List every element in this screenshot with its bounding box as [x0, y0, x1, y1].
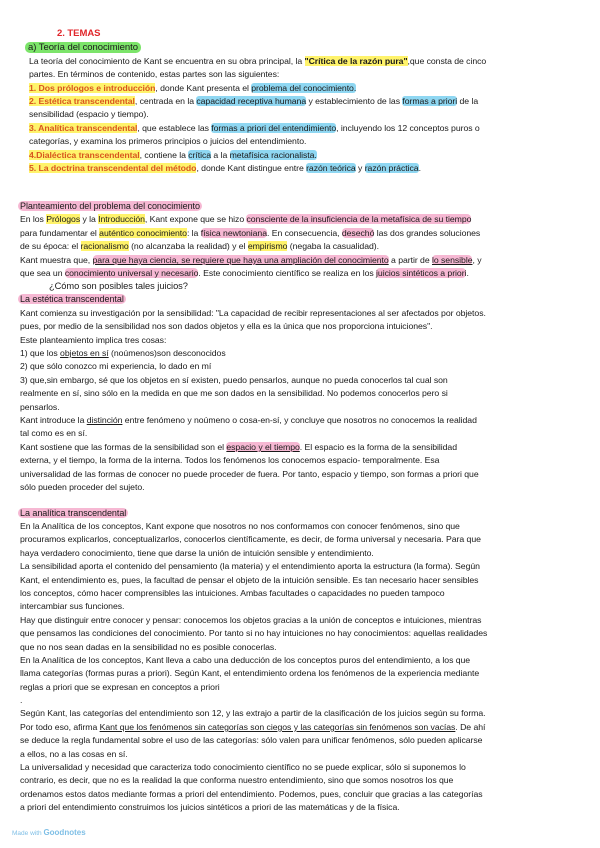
est-line-3: Este planteamiento implica tres cosas: [20, 335, 167, 345]
intro-line-1: La teoría del conocimiento de Kant se encuentra en su obra principal, la "Crítica de la razón pura",que consta de cinco [29, 56, 487, 66]
part-3-cont: categorías, y examina los primeros principios o juicios del entendimiento. [29, 136, 307, 146]
est-line-9: Kant introduce la distinción entre fenómeno y noúmeno o cosa-en-sí, y concluye que nosotros no conocemos la realidad [20, 415, 477, 425]
ana-line-17: se deduce la regla fundamental sobre el uso de las categorías: sólo valen para unificar fenómenos, sólo pueden aplicarse [20, 735, 483, 745]
ana-line-21: ordenamos estos datos mediante formas a priori del entendimiento. Podemos, pues, concluir que gracias a las categorías [20, 789, 483, 799]
heading-estetica: La estética transcendental [20, 294, 124, 304]
est-line-12: externa, y el tiempo, la forma de la interna. Todos los fenómenos los conocemos espacio- temporalmente. Esa [20, 455, 440, 465]
ana-line-4: La sensibilidad aporta el contenido del pensamiento (la materia) y el entendimiento aporta la estructura (la forma). Según [20, 561, 480, 571]
est-line-10: tal como es en sí. [20, 428, 88, 438]
part-2-cont: sensibilidad (espacio y tiempo). [29, 109, 149, 119]
heading-analitica: La analítica transcendental [20, 508, 127, 518]
ana-line-6: los conceptos, cómo hacer comprensibles las intuiciones. Ambas facultades o capacidades no pueden tampoco [20, 588, 445, 598]
est-line-2: pues, por medio de la sensibilidad nos son dados objetos y ella es la única que nos proporciona intuiciones". [20, 321, 433, 331]
ana-line-9: que pensamos las condiciones del conocimiento. Por tanto si no hay intuiciones no hay conocimientos: aquellas realidades [20, 628, 488, 638]
ana-line-14: . [20, 695, 23, 705]
part-4: 4.Dialéctica transcendental, contiene la crítica a la metafísica racionalista. [29, 150, 317, 160]
ana-line-5: Kant, el entendimiento es, pues, la facultad de pensar el objeto de la intuición sensible. Es tan necesario hacer sensibles [20, 575, 479, 585]
ana-line-18: a ellos, no a las cosas en sí. [20, 749, 128, 759]
ana-line-12: llama categorías (formas puras a priori). Según Kant, el entendimiento ordena los fenómenos de la experiencia mediante [20, 668, 480, 678]
part-5: 5. La doctrina transcendental del método, donde Kant distingue entre razón teórica y razón práctica. [29, 163, 421, 173]
ana-line-10: que no nos sean dadas en la sensibilidad no es posible conocerlas. [20, 642, 277, 652]
part-3: 3. Analítica transcendental, que establece las formas a priori del entendimiento, incluyendo los 12 conceptos puros o [29, 123, 480, 133]
plant-question: ¿Cómo son posibles tales juicios? [49, 281, 188, 291]
ana-line-13: reglas a priori que se expresan en conceptos a priori [20, 682, 220, 692]
ana-line-7: intercambiar sus funciones. [20, 601, 125, 611]
ana-line-15: Según Kant, las categorías del entendimiento son 12, y las extrajo a partir de la clasificación de los juicios según su forma. [20, 708, 486, 718]
section-title: 2. TEMAS [57, 28, 101, 39]
heading-planteamiento: Planteamiento del problema del conocimiento [20, 201, 200, 211]
part-1: 1. Dos prólogos e introducción, donde Kant presenta el problema del conocimiento. [29, 83, 357, 93]
ana-line-1: En la Analítica de los conceptos, Kant expone que nosotros no nos conformamos con conocer fenómenos, sino que [20, 521, 460, 531]
est-line-13: universalidad de las formas de conocer no puede proceder de fuera. Por tanto, espacio y tiempo, son formas a priori que [20, 469, 479, 479]
est-line-1: Kant comienza su investigación por la sensibilidad: "La capacidad de recibir representaciones al ser afectados por objetos. [20, 308, 486, 318]
est-line-7: realmente en sí, sino sólo en la medida en que me son dados en la sensibilidad. No podemos conocerlos pero si [20, 388, 448, 398]
est-line-4: 1) que los objetos en sí (noúmenos)son desconocidos [20, 348, 226, 358]
plant-line-1: En los Prólogos y la Introducción, Kant expone que se hizo consciente de la insuficiencia de la metafísica de su tiempo [20, 214, 472, 224]
goodnotes-watermark: Made with Goodnotes [12, 828, 86, 837]
ana-line-16: Por todo eso, afirma Kant que los fenómenos sin categorías son ciegos y las categorías sin fenómenos son vacías. De ahí [20, 722, 486, 732]
est-line-11: Kant sostiene que las formas de la sensibilidad son el espacio y el tiempo. El espacio es la forma de la sensibilidad [20, 442, 457, 452]
est-line-8: pensarlos. [20, 402, 60, 412]
plant-line-5: que sea un conocimiento universal y necesario. Este conocimiento científico se realiza en los juicios sintéticos a priori. [20, 268, 469, 278]
ana-line-19: La universalidad y necesidad que caracteriza todo conocimiento científico no se puede explicar, sólo si suponemos lo [20, 762, 466, 772]
ana-line-20: contrario, es decir, que no es la realidad la que conforma nuestro entendimiento, sino que somos nosotros los que [20, 775, 454, 785]
ana-line-3: haya verdadero conocimiento, tiene que darse la unión de intuición sensible y entendimiento. [20, 548, 374, 558]
plant-line-2: para fundamentar el auténtico conocimiento: la física newtoniana. En consecuencia, desechó las dos grandes soluciones [20, 228, 481, 238]
plant-line-3: de su época: el racionalismo (no alcanzaba la realidad) y el empirismo (negaba la casualidad). [20, 241, 379, 251]
intro-line-2: partes. En términos de contenido, estas partes son las siguientes: [29, 69, 280, 79]
est-line-6: 3) que,sin embargo, sé que los objetos en sí existen, puedo pensarlos, aunque no pueda conocerlos tal cual son [20, 375, 448, 385]
ana-line-8: Hay que distinguir entre conocer y pensar: conocemos los objetos gracias a la unión de conceptos e intuiciones, mientras [20, 615, 482, 625]
est-line-5: 2) que sólo conozco mi experiencia, lo dado en mí [20, 361, 212, 371]
subtitle: a) Teoría del conocimiento [25, 42, 141, 53]
ana-line-2: procuramos explicarlos, conceptualizarlos, conocerlos científicamente, es decir, de forma universal y necesaria. Para que [20, 534, 481, 544]
ana-line-11: En la Analítica de los conceptos, Kant lleva a cabo una deducción de los conceptos puros del entendimiento, a los que [20, 655, 471, 665]
est-line-14: sólo pueden proceder del sujeto. [20, 482, 145, 492]
part-2: 2. Estética transcendental, centrada en la capacidad receptiva humana y establecimiento de las formas a priori de la [29, 96, 479, 106]
ana-line-22: a priori del entendimiento construimos los juicios sintéticos a priori de las matemáticas y de la física. [20, 802, 400, 812]
plant-line-4: Kant muestra que, para que haya ciencia, se requiere que haya una ampliación del conocimiento a partir de lo sensible, y [20, 255, 482, 265]
